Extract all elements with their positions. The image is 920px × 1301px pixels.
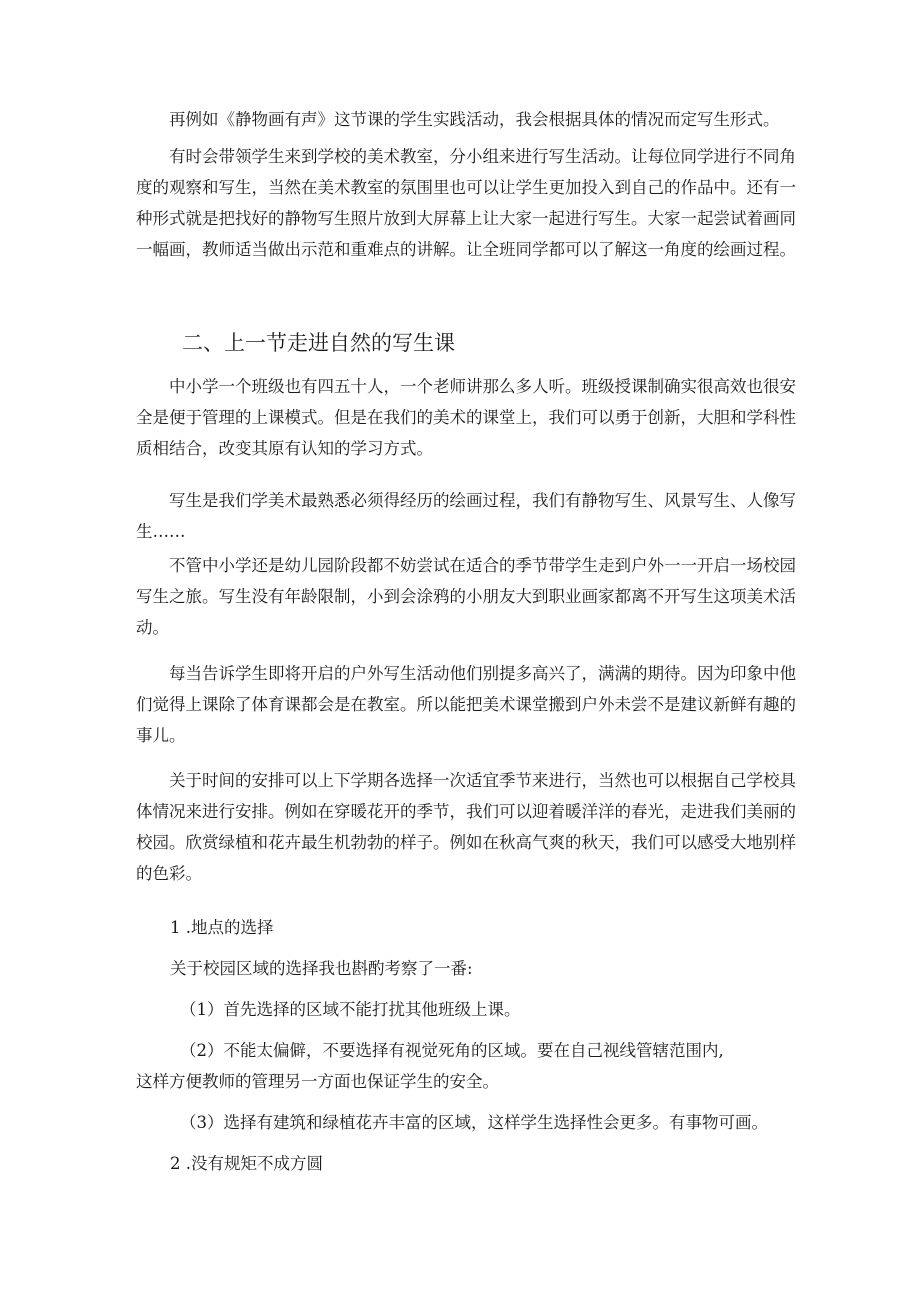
section-heading-outdoor-sketching: 二、上一节走进自然的写生课 (182, 331, 455, 355)
paragraph-student-expectation: 每当告诉学生即将开启的户外写生活动他们别提多高兴了，满满的期待。因为印象中他们觉得上课除了体育课都会是在教室。所以能把美术课堂搬到户外未尝不是建议新鲜有趣的事儿。 (136, 664, 796, 745)
paragraph-sketching-types: 写生是我们学美术最熟悉必须得经历的绘画过程，我们有静物写生、风景写生、人像写生…… (136, 491, 796, 541)
sub-item-1: （1）首先选择的区域不能打扰其他班级上课。 (180, 1000, 521, 1019)
paragraph-art-room-sketching: 有时会带领学生来到学校的美术教室，分小组来进行写生活动。让每位同学进行不同角度的观察和写生，当然在美术教室的氛围里也可以让学生更加投入到自己的作品中。还有一种形式就是把找好的静物写生照片放到大屏幕上让大家一起进行写生。大家一起尝试着画同一幅画，教师适当做出示范和重难点的讲解。让全班同学都可以了解这一角度的绘画过程。 (136, 147, 796, 259)
paragraph-campus-sketching: 不管中小学还是幼儿园阶段都不妨尝试在适合的季节带学生走到户外一一开启一场校园写生之旅。写生没有年龄限制，小到会涂鸦的小朋友大到职业画家都离不开写生这项美术活动。 (136, 556, 796, 637)
paragraph-class-size: 中小学一个班级也有四五十人，一个老师讲那么多人听。班级授课制确实很高效也很安全是便于管理的上课模式。但是在我们的美术的课堂上，我们可以勇于创新，大胆和学科性质相结合，改变其原有认知的学习方式。 (136, 377, 796, 458)
sub-item-2-line-2: 这样方便教师的管理另一方面也保证学生的安全。 (136, 1072, 499, 1091)
sub-item-3: （3）选择有建筑和绿植花卉丰富的区域，这样学生选择性会更多。有事物可画。 (180, 1113, 768, 1132)
list-item-location-choice: 1 .地点的选择 (170, 918, 274, 937)
paragraph-time-arrangement: 关于时间的安排可以上下学期各选择一次适宜季节来进行，当然也可以根据自己学校具体情况来进行安排。例如在穿暖花开的季节，我们可以迎着暖洋洋的春光，走进我们美丽的校园。欣赏绿植和花卉最生机勃勃的样子。例如在秋高气爽的秋天，我们可以感受大地别样的色彩。 (136, 771, 796, 883)
list-item-rules: 2 .没有规矩不成方圆 (170, 1154, 323, 1173)
sub-item-2-line-1: （2）不能太偏僻，不要选择有视觉死角的区域。要在自己视线管辖范围内, (180, 1041, 724, 1060)
paragraph-still-life-activity: 再例如《静物画有声》这节课的学生实践活动，我会根据具体的情况而定写生形式。 (169, 110, 780, 129)
list-intro-campus-area: 关于校园区域的选择我也斟酌考察了一番: (170, 959, 473, 978)
